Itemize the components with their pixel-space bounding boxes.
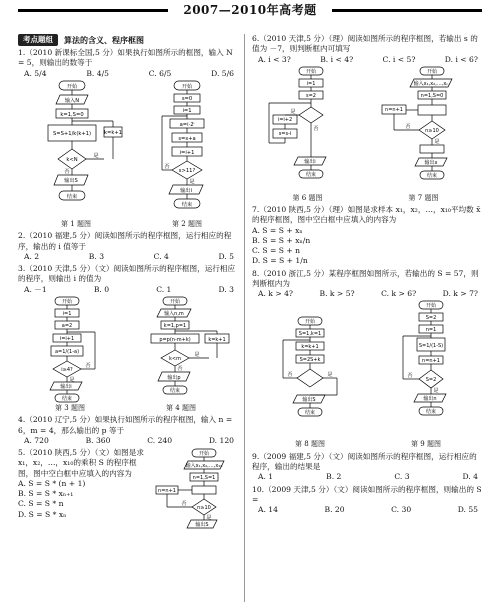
question-4-text: 4.（2010 辽宁,5 分）如果执行如图所示的程序框图，输入 n = 6，m = 4，那么输出的 p 等于 (18, 415, 233, 435)
f5-init: n=1,S=1 (192, 475, 216, 481)
f1-init: k=1,S=0 (60, 111, 84, 118)
f9-end: 结束 (425, 409, 437, 416)
q9-option-b: B. 2 (326, 472, 342, 482)
f3-output: 输出i (60, 383, 72, 390)
figure-6 (263, 65, 353, 203)
q3-option-c: C. 1 (156, 284, 172, 294)
q10-option-c: C. 30 (391, 505, 412, 515)
f6-s2: s=2 (305, 92, 316, 99)
figure-8 (265, 315, 355, 449)
figures-3-4 (18, 295, 240, 413)
question-7-text: 7.（2010 陕西,5 分）（理）如图是求样本 x₁，x₂，…，x₁₀平均数 x̄ 的程序框图，图中空白框中应填入的内容为 (252, 205, 481, 225)
f1-no: 否 (64, 168, 70, 175)
f5-cond: n≥10 (197, 505, 211, 511)
q6-option-d: D. i < 6? (444, 54, 478, 64)
question-6 (252, 34, 484, 65)
f8-init: S=1,k=1 (298, 331, 322, 338)
header-rule-left (18, 9, 168, 12)
q9-option-d: D. 4 (462, 472, 478, 482)
flowchart-7 (374, 65, 474, 193)
f2-ssum: s=s+a (178, 135, 196, 142)
f9-s2: S=2 (425, 315, 437, 322)
f7-input: 输入x₁,x₂,…,xₙ (413, 80, 448, 87)
section-header (18, 34, 240, 46)
flowchart-5 (150, 448, 238, 536)
question-7 (252, 205, 484, 267)
q8-option-b: B. k > 5? (319, 289, 355, 299)
f1-incr: k=k+1 (103, 129, 123, 136)
figure-8-caption: 第 8 题图 (295, 440, 325, 449)
f4-output: 输出p (167, 374, 181, 381)
f6-start: 开始 (305, 68, 316, 75)
f8-output: 输出S (302, 397, 316, 404)
q4-option-a: A. 720 (24, 435, 49, 445)
f5-start: 开始 (198, 451, 210, 457)
q2-option-a: A. 2 (24, 251, 40, 261)
f9-cond: S=2 (425, 377, 437, 384)
flowchart-8 (265, 315, 355, 439)
column-divider (244, 34, 245, 602)
page-header (0, 0, 500, 26)
q3-option-b: B. 0 (93, 284, 110, 294)
f8-end: 结束 (304, 410, 316, 417)
q4-option-b: B. 360 (85, 435, 111, 445)
f9-output: 输出n (423, 396, 437, 403)
f6-end: 结束 (305, 171, 316, 178)
left-column (18, 34, 240, 536)
f6-output: 输出i (303, 158, 316, 165)
q7-option-a: A. S = S + xₙ (252, 225, 303, 235)
figure-4-caption: 第 4 题图 (166, 403, 196, 412)
f2-start: 开始 (181, 83, 193, 90)
figure-7-caption: 第 7 题图 (408, 193, 439, 202)
flowchart-1 (26, 79, 126, 219)
f4-input: 输入n,m (164, 310, 184, 317)
question-10-options (252, 505, 484, 515)
f9-yes: 是 (433, 388, 439, 395)
question-8 (252, 269, 484, 300)
q3-option-a: A. －1 (24, 284, 47, 294)
f2-s0: s=0 (181, 95, 193, 102)
q5-option-b: B. S = S * xₙ₊₁ (18, 489, 74, 498)
f8-start: 开始 (304, 319, 316, 326)
figures-1-2 (18, 79, 240, 229)
f2-end: 结束 (181, 201, 193, 208)
question-4-options (18, 436, 240, 446)
figure-7 (374, 65, 474, 203)
question-5 (18, 448, 240, 536)
q2-option-d: D. 5 (218, 251, 234, 261)
figure-3 (25, 295, 115, 413)
f4-end: 结束 (169, 387, 181, 394)
q5-option-a: A. S = S * (n + 1) (18, 478, 86, 488)
f5-input: 输入x₁,x₂,…,x₁₀ (185, 463, 223, 469)
header-rule-right (332, 9, 482, 12)
q1-option-d: D. 5/6 (211, 68, 234, 78)
question-2-options (18, 252, 240, 262)
q4-option-d: D. 120 (208, 435, 234, 445)
f9-n1: n=1 (425, 327, 437, 334)
f8-no: 否 (287, 372, 293, 379)
flowchart-9 (381, 299, 471, 439)
f9-s: S=1/(1-S) (418, 343, 444, 350)
f3-start: 开始 (61, 298, 73, 305)
question-2 (18, 231, 240, 262)
f1-start: 开始 (66, 83, 78, 90)
f2-i1: i=1 (182, 107, 192, 114)
f8-yes: 是 (327, 372, 333, 379)
figures-8-9 (252, 299, 484, 449)
q8-option-c: C. k > 6? (381, 289, 417, 299)
question-2-text: 2.（2010 福建,5 分）阅读如图所示的程序框图，运行相应的程序，输出的 i 值等于 (18, 231, 232, 251)
q1-option-a: A. 5/4 (24, 68, 47, 78)
f6-i1: i=1 (306, 80, 315, 87)
f3-a: a=1/(1-a) (54, 348, 80, 355)
f4-cond: k<m (169, 355, 181, 362)
question-9-options (252, 472, 484, 482)
question-3 (18, 264, 240, 295)
f3-cond: i≥4? (61, 366, 73, 373)
f9-no: 否 (407, 373, 413, 380)
f4-no: 否 (177, 365, 183, 372)
f5-incr: n=n+1 (158, 488, 176, 494)
f1-input: 输入N (64, 97, 80, 104)
f3-i1: i=1 (62, 310, 72, 317)
q8-option-d: D. k > 7? (442, 289, 478, 299)
f5-output: 输出S (195, 522, 209, 528)
f3-end: 结束 (61, 395, 73, 402)
q9-option-a: A. 1 (258, 472, 274, 482)
f8-s: S=2S+k (299, 357, 321, 364)
q7-option-b: B. S = S + xₙ/n (252, 235, 311, 245)
f7-no: 否 (404, 123, 411, 130)
q8-option-a: A. k > 4? (258, 289, 294, 299)
q2-option-c: C. 4 (153, 251, 169, 261)
f7-output: 输出x (424, 159, 437, 166)
f6-yes: 是 (289, 108, 296, 115)
q10-option-b: B. 20 (324, 505, 345, 515)
figure-9 (381, 299, 471, 449)
q6-option-c: C. i < 5? (382, 54, 416, 64)
section-badge: 考点题组 (18, 34, 58, 46)
question-3-text: 3.（2010 天津,5 分）（文）阅读如图所示的程序框图，运行相应的程序，则输出 i 的值为 (18, 264, 236, 284)
section-title: 算法的含义、程序框图 (64, 34, 144, 45)
figure-2-caption: 第 2 题图 (172, 219, 202, 228)
flowchart-6 (263, 65, 353, 193)
f6-s: s=s-i (278, 130, 291, 137)
question-6-text: 6.（2010 天津,5 分）（理）阅读如图所示的程序框图，若输出 s 的值为 －7，则判断框内可填写 (252, 34, 478, 54)
question-5-body (18, 448, 146, 536)
question-1-options (18, 69, 240, 79)
f1-sum: S=S+1/k(k+1) (52, 130, 92, 137)
f3-incr: i=i+1 (59, 335, 75, 342)
f2-a: a=i·2ⁱ (179, 121, 195, 128)
question-8-text: 8.（2010 浙江,5 分）某程序框图如图所示，若输出的 S = 57，则判断框内为 (252, 268, 479, 288)
figure-1-caption: 第 1 题图 (61, 219, 91, 228)
f7-yes: 是 (433, 138, 440, 145)
f6-no: 否 (312, 125, 319, 132)
q4-option-c: C. 240 (147, 435, 173, 445)
f7-cond: n≥10 (424, 127, 439, 134)
figure-4 (129, 295, 233, 413)
question-3-options (18, 285, 240, 295)
q5-option-d: D. S = S * xₙ (18, 509, 67, 519)
f4-start: 开始 (169, 298, 181, 305)
f8-incr: k=k+1 (301, 344, 319, 351)
question-8-options (252, 289, 484, 299)
q7-option-c: C. S = S + n (252, 246, 301, 256)
f5-yes: 是 (206, 515, 212, 521)
f7-start: 开始 (426, 68, 437, 75)
question-4 (18, 415, 240, 446)
f3-a2: a=2 (61, 322, 73, 329)
flowchart-3 (25, 295, 115, 403)
f4-yes: 是 (194, 351, 200, 358)
flowchart-4 (129, 295, 233, 403)
q3-option-d: D. 3 (218, 284, 234, 294)
figure-6-caption: 第 6 题图 (292, 193, 323, 202)
f1-yes: 是 (93, 152, 99, 159)
question-9-text: 9.（2009 福建,5 分）（文）阅读如图所示的程序框图，运行相应的程序，输出的结果是 (252, 451, 477, 472)
f9-start: 开始 (425, 303, 437, 310)
f5-no: 否 (181, 501, 187, 507)
f2-cond: s>11? (178, 167, 196, 174)
right-column (252, 34, 484, 515)
q5-option-c: C. S = S * n (18, 499, 64, 509)
question-1 (18, 48, 240, 79)
f7-incr: n=n+1 (384, 106, 403, 113)
q1-option-b: B. 4/5 (86, 68, 109, 78)
question-1-text: 1.（2010 新课标全国,5 分）如果执行如图所示的框图，输入 N = 5，则输出的数等于 (18, 48, 233, 68)
question-9 (252, 452, 484, 483)
f7-end: 结束 (426, 172, 437, 179)
f4-incr: k=k+1 (208, 336, 226, 343)
q7-option-d: D. S = S + 1/n (252, 256, 308, 266)
f3-no: 否 (85, 362, 91, 369)
f2-incr: i=i+1 (179, 149, 195, 156)
figure-1 (26, 79, 126, 229)
f1-cond: k<N (66, 156, 78, 163)
f4-p: p=p(n-m+k) (159, 336, 191, 343)
q6-option-b: B. i < 4? (320, 54, 354, 64)
f2-no: 否 (164, 163, 170, 170)
question-10-text: 10.（2009 天津,5 分）（文）阅读如图所示的程序框图，则输出的 S = (252, 484, 482, 504)
q2-option-b: B. 3 (88, 251, 105, 261)
question-5-text: 5.（2010 陕西,5 分）（文）如图是求 x₁，x₂，…，x₁₀的乘积 S 的程序框图，图中空白框中应填入的内容为 (18, 448, 144, 478)
f1-output: 输出S (64, 177, 78, 184)
question-10 (252, 485, 484, 516)
f1-end: 结束 (66, 193, 78, 200)
f3-yes: 是 (69, 376, 75, 383)
f7-init: n=1,S=0 (420, 92, 443, 99)
f9-incr: n=n+1 (422, 358, 440, 365)
f2-yes: 是 (189, 178, 195, 185)
q10-option-d: D. 55 (457, 505, 478, 515)
q1-option-c: C. 6/5 (148, 68, 172, 78)
q9-option-c: C. 3 (394, 472, 410, 482)
figures-6-7 (252, 65, 484, 203)
page-title: 2007—2010年高考题 (183, 3, 317, 17)
f2-output: 输出i (180, 187, 192, 194)
q10-option-a: A. 14 (258, 505, 278, 515)
f4-init: k=1,p=1 (163, 322, 187, 329)
f6-incr: i=i+2 (277, 116, 292, 123)
q6-option-a: A. i < 3? (258, 54, 291, 64)
figure-2 (142, 79, 232, 229)
question-6-options (252, 55, 484, 65)
figure-3-caption: 第 3 题图 (55, 403, 85, 412)
flowchart-2 (142, 79, 232, 219)
figure-9-caption: 第 9 题图 (411, 440, 441, 449)
